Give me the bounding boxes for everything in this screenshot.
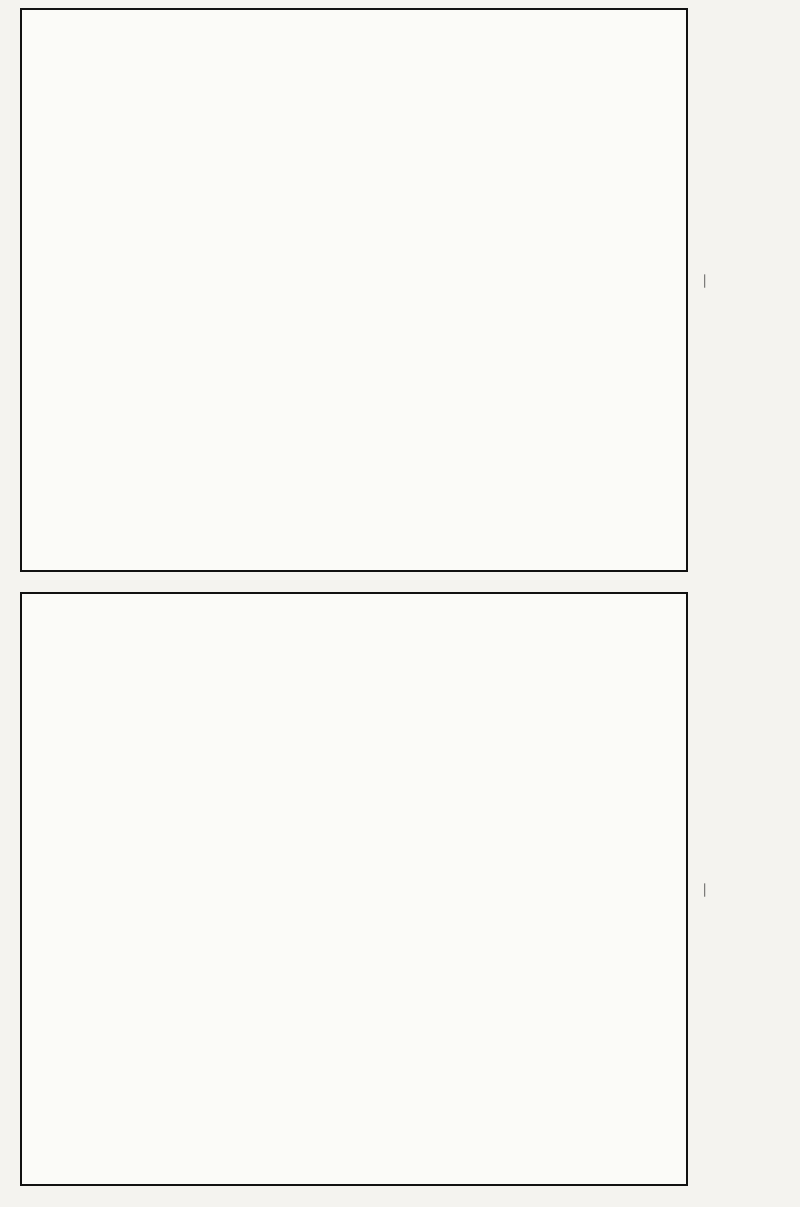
- bone-drawings-bottom: [22, 594, 686, 1184]
- caption-bottom: [696, 612, 715, 1168]
- caption-bottom-title: —: [696, 883, 711, 897]
- caption-top-title: —: [696, 274, 711, 288]
- plate-top: [20, 8, 688, 572]
- bone-drawings-top: [22, 10, 686, 570]
- caption-top: [696, 28, 715, 534]
- plate-bottom: [20, 592, 688, 1186]
